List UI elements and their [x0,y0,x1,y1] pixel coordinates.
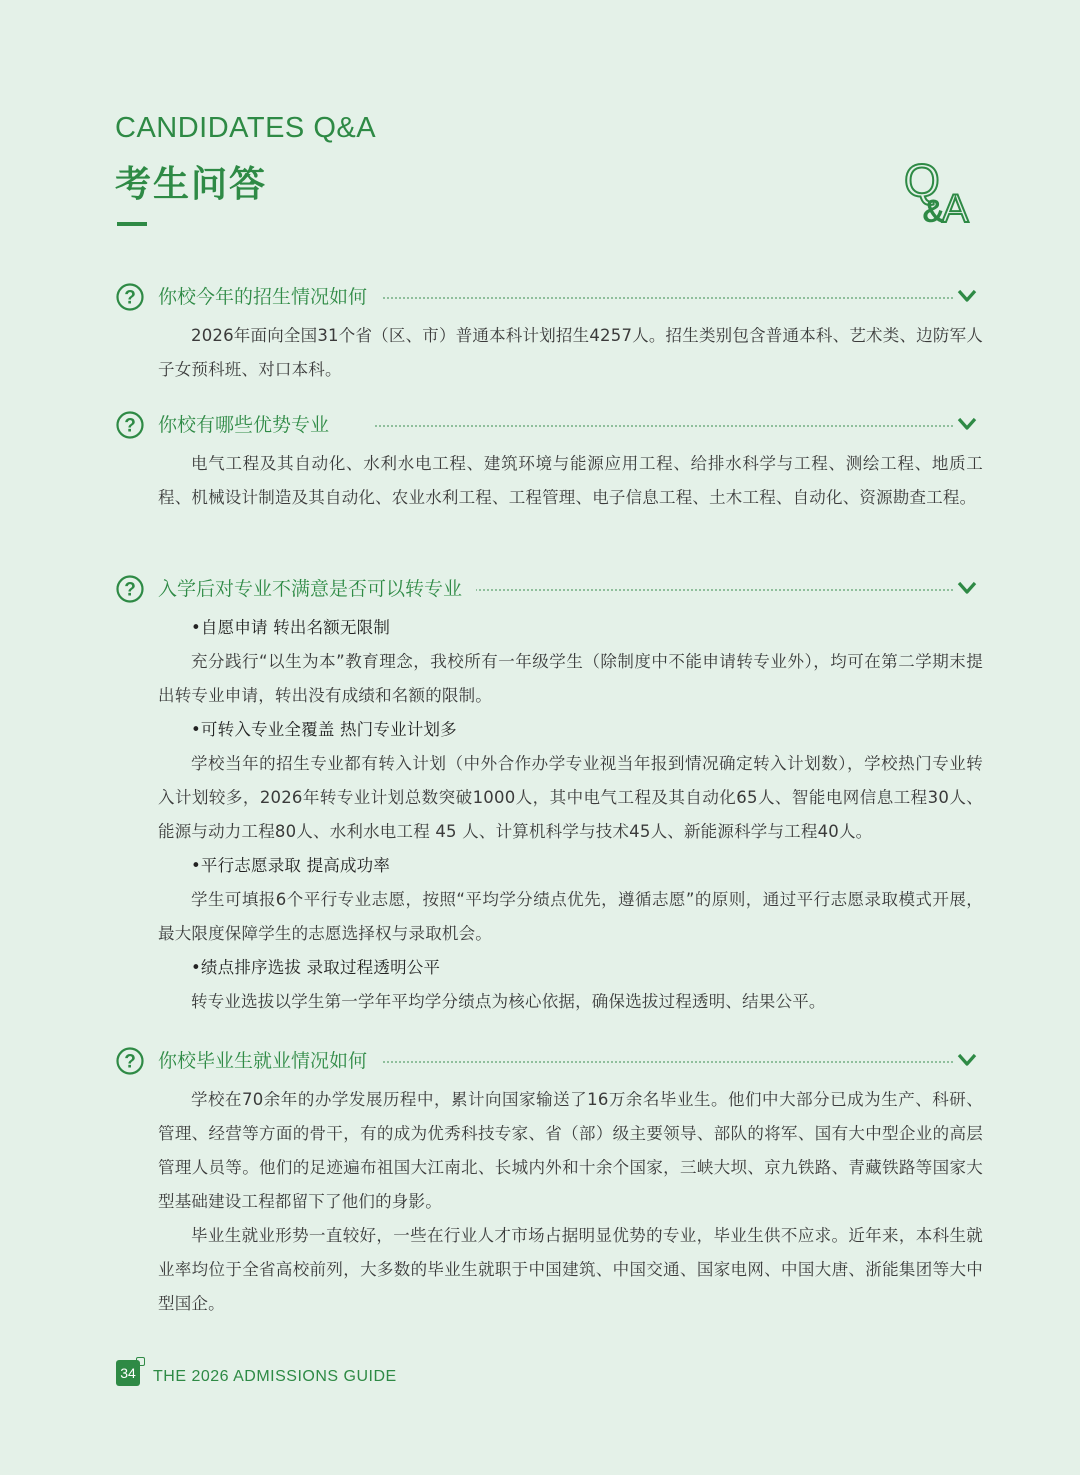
question-row[interactable] [115,410,983,442]
header-title-cn: 考生问答 [115,164,268,205]
qa-section-2 [115,410,983,515]
page-number: 34 [116,1360,140,1386]
qa-section-4 [115,1046,983,1321]
answer-paragraph: 学校在70余年的办学发展历程中，累计向国家输送了16万余名毕业生。他们中大部分已成为生产、科研、管理、经营等方面的骨干，有的成为优秀科技专家、省（部）级主要领导、部队的将军、国有大中型企业的高层管理人员等。他们的足迹遍布祖国大江南北、长城内外和十余个国家，三峡大坝、京九铁路、青藏铁路等国家大型基础建设工程都留下了他们的身影。 [158,1090,983,1211]
dotted-leader [375,1061,953,1063]
svg-text:?: ? [124,579,136,601]
chevron-down-icon[interactable] [957,1052,977,1068]
question-text: 你校今年的招生情况如何 [158,283,381,311]
question-circle-icon [115,574,145,604]
answer-paragraph: 转专业选拔以学生第一学年平均学分绩点为核心依据，确保选拔过程透明、结果公平。 [191,992,826,1011]
answer-body [158,1083,983,1321]
footer-guide-title: THE 2026 ADMISSIONS GUIDE [153,1368,397,1385]
answer-subheading: •自愿申请 转出名额无限制 [191,618,391,637]
question-row[interactable] [115,282,983,314]
answer-subheading: •绩点排序选拔 录取过程透明公平 [191,958,441,977]
question-text: 你校有哪些优势专业 [158,411,343,439]
qa-section-3 [115,574,983,1019]
svg-text:?: ? [124,415,136,437]
header-title-en: CANDIDATES Q&A [115,112,377,144]
svg-text:?: ? [124,287,136,309]
qa-section-1 [115,282,983,387]
question-row[interactable] [115,1046,983,1078]
chevron-down-icon[interactable] [957,580,977,596]
answer-paragraph: 学校当年的招生专业都有转入计划（中外合作办学专业视当年报到情况确定转入计划数），学校热门专业转入计划较多，2026年转专业计划总数突破1000人，其中电气工程及其自动化65人、智能电网信息工程30人、能源与动力工程80人、水利水电工程 45 人、计算机科学与技术45人、新能源科学与工程40人。 [158,754,983,841]
svg-text:A: A [942,187,969,228]
question-circle-icon [115,1046,145,1076]
answer-body [158,319,983,387]
question-row[interactable] [115,574,983,606]
answer-paragraph: 毕业生就业形势一直较好，一些在行业人才市场占据明显优势的专业，毕业生供不应求。近年来，本科生就业率均位于全省高校前列，大多数的毕业生就职于中国建筑、中国交通、国家电网、中国大唐、浙能集团等大中型国企。 [158,1226,983,1313]
chevron-down-icon[interactable] [957,416,977,432]
svg-text:?: ? [124,1051,136,1073]
question-circle-icon [115,282,145,312]
answer-subheading: •可转入专业全覆盖 热门专业计划多 [191,720,457,739]
answer-body [158,447,983,515]
answer-paragraph: 电气工程及其自动化、水利水电工程、建筑环境与能源应用工程、给排水科学与工程、测绘工程、地质工程、机械设计制造及其自动化、农业水利工程、工程管理、电子信息工程、土木工程、自动化、资源勘查工程。 [158,454,983,507]
question-text: 入学后对专业不满意是否可以转专业 [158,575,476,603]
qa-logo-icon [900,152,984,228]
answer-subheading: •平行志愿录取 提高成功率 [191,856,391,875]
answer-paragraph: 学生可填报6个平行专业志愿，按照“平均学分绩点优先，遵循志愿”的原则，通过平行志愿录取模式开展，最大限度保障学生的志愿选择权与录取机会。 [158,890,983,943]
answer-paragraph: 2026年面向全国31个省（区、市）普通本科计划招生4257人。招生类别包含普通本科、艺术类、边防军人子女预科班、对口本科。 [158,326,983,379]
dotted-leader [375,297,953,299]
answer-paragraph: 充分践行“以生为本”教育理念，我校所有一年级学生（除制度中不能申请转专业外），均可在第二学期末提出转专业申请，转出没有成绩和名额的限制。 [158,652,983,705]
svg-text:Q: Q [904,154,940,206]
header-divider [117,222,147,226]
question-text: 你校毕业生就业情况如何 [158,1047,381,1075]
answer-body [158,611,983,1019]
svg-text:&: & [922,193,946,228]
chevron-down-icon[interactable] [957,288,977,304]
dotted-leader [375,425,953,427]
question-circle-icon [115,410,145,440]
